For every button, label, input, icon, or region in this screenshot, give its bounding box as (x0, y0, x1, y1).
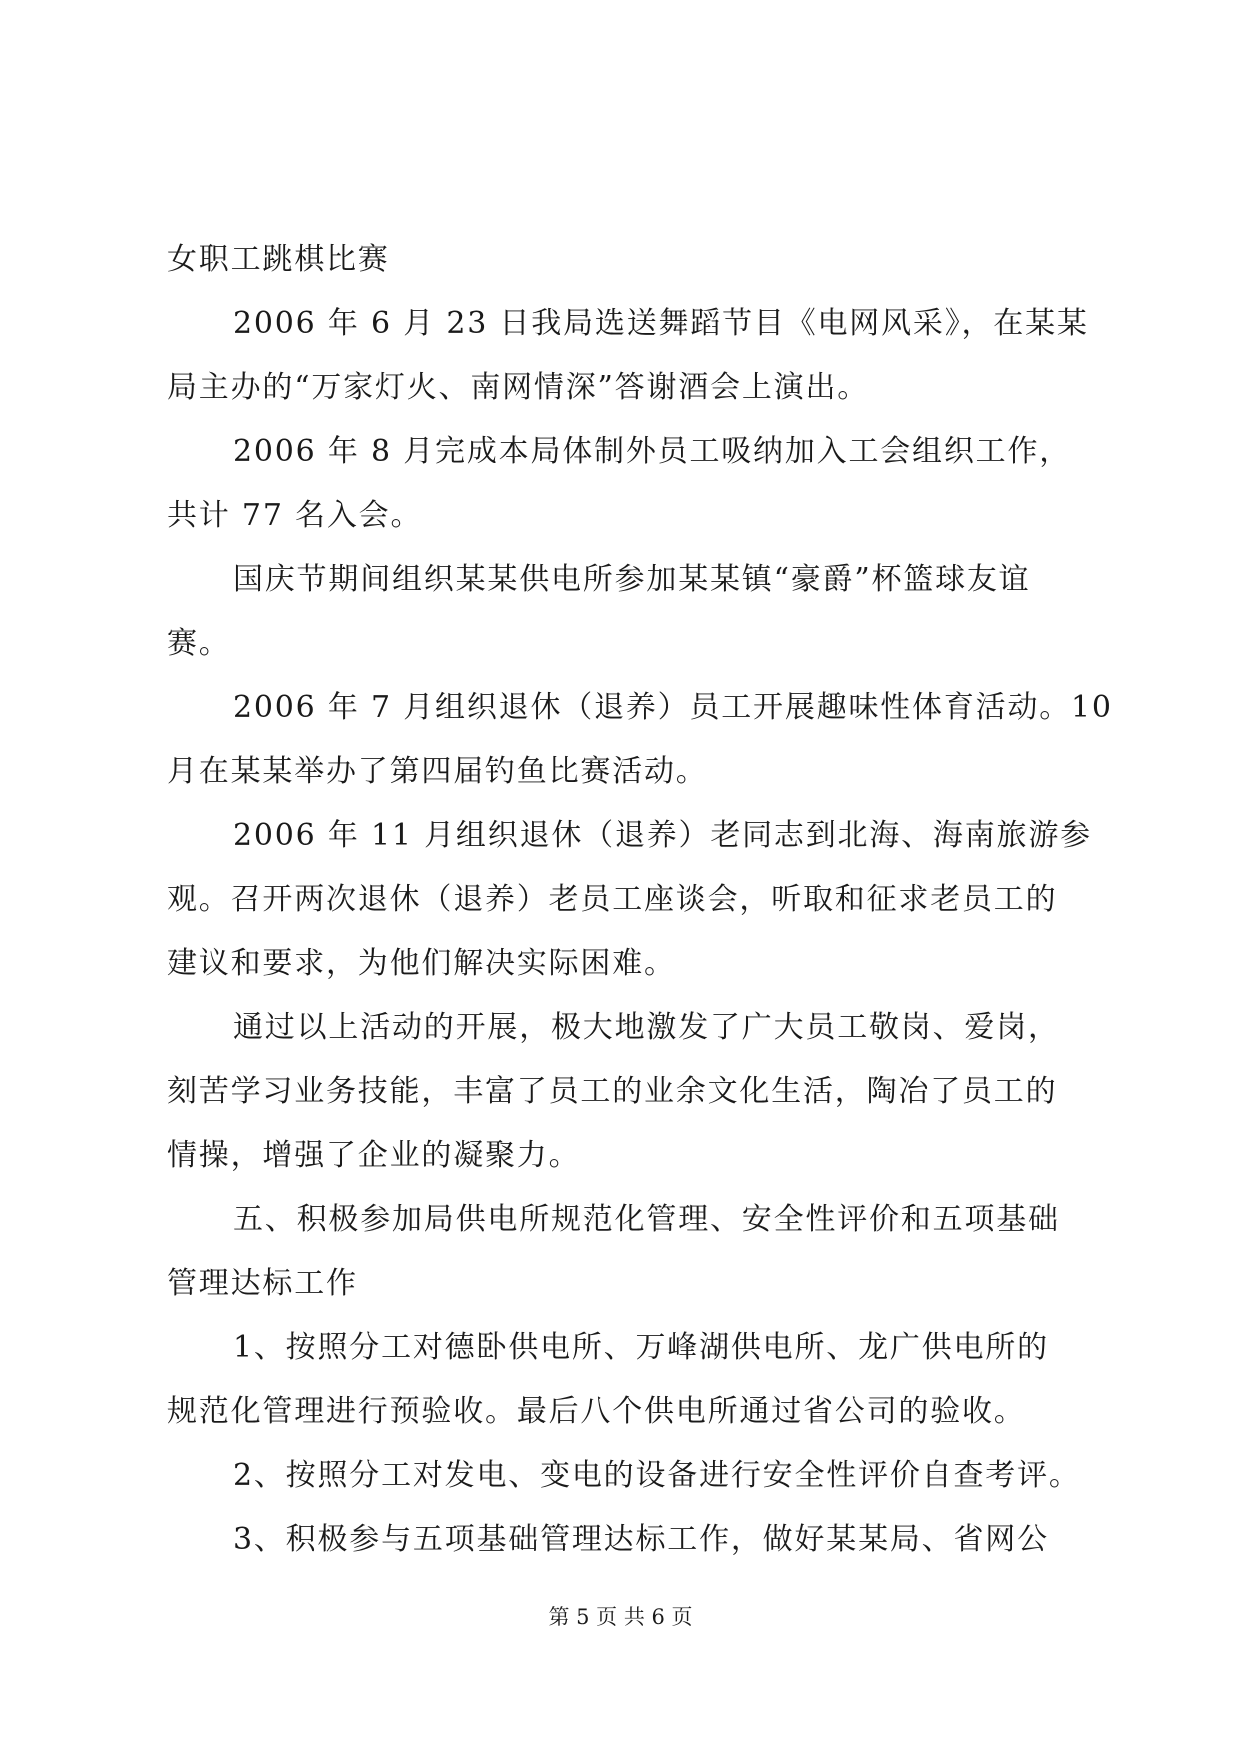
paragraph-line: 3、积极参与五项基础管理达标工作，做好某某局、省网公 (233, 1522, 1049, 1557)
paragraph-line: 2006 年 11 月组织退休（退养）老同志到北海、海南旅游参 (233, 818, 1092, 853)
paragraph-line: 月在某某举办了第四届钓鱼比赛活动。 (167, 754, 708, 789)
paragraph-line: 刻苦学习业务技能，丰富了员工的业余文化生活，陶冶了员工的 (167, 1074, 1058, 1109)
section-heading-line: 五、积极参加局供电所规范化管理、安全性评价和五项基础 (233, 1202, 1060, 1237)
paragraph-line: 通过以上活动的开展，极大地激发了广大员工敬岗、爱岗， (233, 1010, 1060, 1045)
paragraph-line: 规范化管理进行预验收。最后八个供电所通过省公司的验收。 (167, 1394, 1026, 1429)
paragraph-line: 2006 年 8 月完成本局体制外员工吸纳加入工会组织工作， (233, 434, 1072, 469)
paragraph-line: 共计 77 名入会。 (167, 498, 423, 533)
section-heading-line: 管理达标工作 (167, 1266, 358, 1301)
paragraph-line: 国庆节期间组织某某供电所参加某某镇“豪爵”杯篮球友谊 (233, 562, 1031, 597)
paragraph-line: 2006 年 6 月 23 日我局选送舞蹈节目《电网风采》，在某某 (233, 306, 1089, 341)
paragraph-line: 2、按照分工对发电、变电的设备进行安全性评价自查考评。 (233, 1458, 1081, 1493)
paragraph-line: 赛。 (167, 626, 231, 661)
paragraph-line: 观。召开两次退休（退养）老员工座谈会，听取和征求老员工的 (167, 882, 1058, 917)
paragraph-line: 女职工跳棋比赛 (167, 242, 390, 277)
paragraph-line: 情操，增强了企业的凝聚力。 (167, 1138, 581, 1173)
paragraph-line: 1、按照分工对德卧供电所、万峰湖供电所、龙广供电所的 (233, 1330, 1049, 1365)
paragraph-line: 2006 年 7 月组织退休（退养）员工开展趣味性体育活动。10 (233, 690, 1113, 725)
paragraph-line: 建议和要求，为他们解决实际困难。 (167, 946, 676, 981)
document-body (167, 228, 1113, 1572)
page-number-footer: 第 5 页 共 6 页 (548, 1605, 693, 1629)
paragraph-line: 局主办的“万家灯火、南网情深”答谢酒会上演出。 (167, 370, 870, 405)
